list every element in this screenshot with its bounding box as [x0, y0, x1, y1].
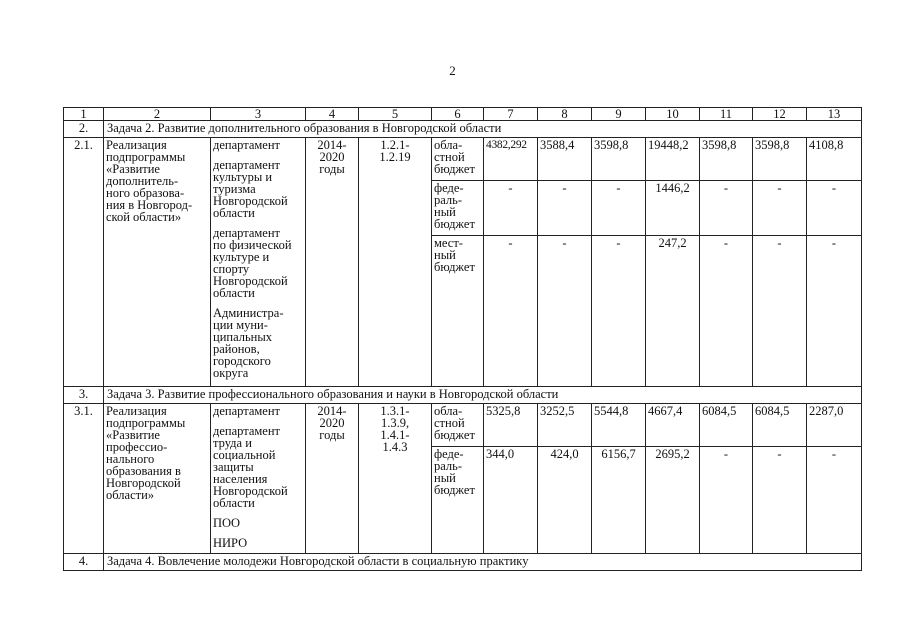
value-cell: 1446,2: [646, 181, 700, 236]
executor: Администра- ции муни- ципальных районов, городского округа: [213, 306, 284, 380]
value-cell: 3588,4: [538, 138, 592, 181]
value-cell: 344,0: [484, 447, 538, 554]
executor: департамент: [213, 138, 281, 152]
value-cell: 424,0: [538, 447, 592, 554]
value-cell: 4108,8: [807, 138, 862, 181]
task-number: 3.: [64, 387, 104, 404]
period: 2014- 2020 годы: [306, 404, 359, 554]
row-number: 3.1.: [64, 404, 104, 554]
value-cell: 6156,7: [592, 447, 646, 554]
task-title: Задача 3. Развитие профессионального образования и науки в Новгородской области: [104, 387, 862, 404]
measure-name: Реализация подпрограммы «Развитие дополнитель- ного образова- ния в Новгород- ской области»: [104, 138, 211, 387]
task-title: Задача 2. Развитие дополнительного образования в Новгородской области: [104, 121, 862, 138]
value-cell: 4667,4: [646, 404, 700, 447]
header-cell: 2: [104, 108, 211, 121]
header-row: [64, 108, 862, 121]
budget-source: мест- ный бюджет: [432, 236, 484, 387]
executor: НИРО: [213, 536, 248, 550]
value-cell: 5544,8: [592, 404, 646, 447]
page-number: 2: [449, 63, 456, 78]
task-number: 4.: [64, 554, 104, 571]
value-cell: 3598,8: [592, 138, 646, 181]
value-cell: -: [807, 236, 862, 387]
executor: департамент культуры и туризма Новгородской области: [213, 158, 288, 220]
value-cell: -: [700, 181, 753, 236]
budget-source: обла- стной бюджет: [432, 138, 484, 181]
value-cell: -: [807, 447, 862, 554]
header-cell: 10: [646, 108, 700, 121]
header-cell: 13: [807, 108, 862, 121]
table-row: [64, 404, 862, 447]
value-cell: -: [753, 181, 807, 236]
measure-name: Реализация подпрограммы «Развитие профессио- нального образования в Новгородской области»: [104, 404, 211, 554]
value-cell: -: [538, 236, 592, 387]
header-cell: 7: [484, 108, 538, 121]
header-cell: 8: [538, 108, 592, 121]
task-title: Задача 4. Вовлечение молодежи Новгородской области в социальную практику: [104, 554, 862, 571]
value-cell: 3252,5: [538, 404, 592, 447]
task-row: [64, 387, 862, 404]
executor: департамент труда и социальной защиты населения Новгородской области: [213, 424, 288, 510]
header-cell: 1: [64, 108, 104, 121]
value-cell: -: [753, 447, 807, 554]
task-number: 2.: [64, 121, 104, 138]
header-cell: 12: [753, 108, 807, 121]
executor: департамент по физической культуре и спорту Новгородской области: [213, 226, 292, 300]
value-cell: 2695,2: [646, 447, 700, 554]
executors-cell: [211, 138, 306, 387]
value-cell: 19448,2: [646, 138, 700, 181]
executor: ПОО: [213, 516, 241, 530]
value-cell: 3598,8: [753, 138, 807, 181]
header-cell: 11: [700, 108, 753, 121]
value-cell: -: [484, 236, 538, 387]
value-cell: -: [807, 181, 862, 236]
budget-source: феде- раль- ный бюджет: [432, 181, 484, 236]
value-cell: 4382,292: [484, 138, 538, 181]
value-cell: 5325,8: [484, 404, 538, 447]
value-cell: -: [753, 236, 807, 387]
value-cell: 6084,5: [700, 404, 753, 447]
value-cell: -: [484, 181, 538, 236]
task-row: [64, 554, 862, 571]
value-cell: 247,2: [646, 236, 700, 387]
value-cell: -: [538, 181, 592, 236]
value-cell: -: [700, 447, 753, 554]
header-cell: 9: [592, 108, 646, 121]
table-row: [64, 138, 862, 181]
program-table: [63, 107, 862, 571]
value-cell: 6084,5: [753, 404, 807, 447]
value-cell: -: [700, 236, 753, 387]
executors-cell: [211, 404, 306, 554]
executor: департамент: [213, 404, 281, 418]
row-number: 2.1.: [64, 138, 104, 387]
budget-source: обла- стной бюджет: [432, 404, 484, 447]
budget-source: феде- раль- ный бюджет: [432, 447, 484, 554]
header-cell: 5: [359, 108, 432, 121]
header-cell: 6: [432, 108, 484, 121]
target-indicators: 1.2.1- 1.2.19: [359, 138, 432, 387]
period: 2014- 2020 годы: [306, 138, 359, 387]
value-cell: 3598,8: [700, 138, 753, 181]
value-cell: -: [592, 181, 646, 236]
task-row: [64, 121, 862, 138]
header-cell: 3: [211, 108, 306, 121]
header-cell: 4: [306, 108, 359, 121]
target-indicators: 1.3.1- 1.3.9, 1.4.1- 1.4.3: [359, 404, 432, 554]
value-cell: -: [592, 236, 646, 387]
value-cell: 2287,0: [807, 404, 862, 447]
